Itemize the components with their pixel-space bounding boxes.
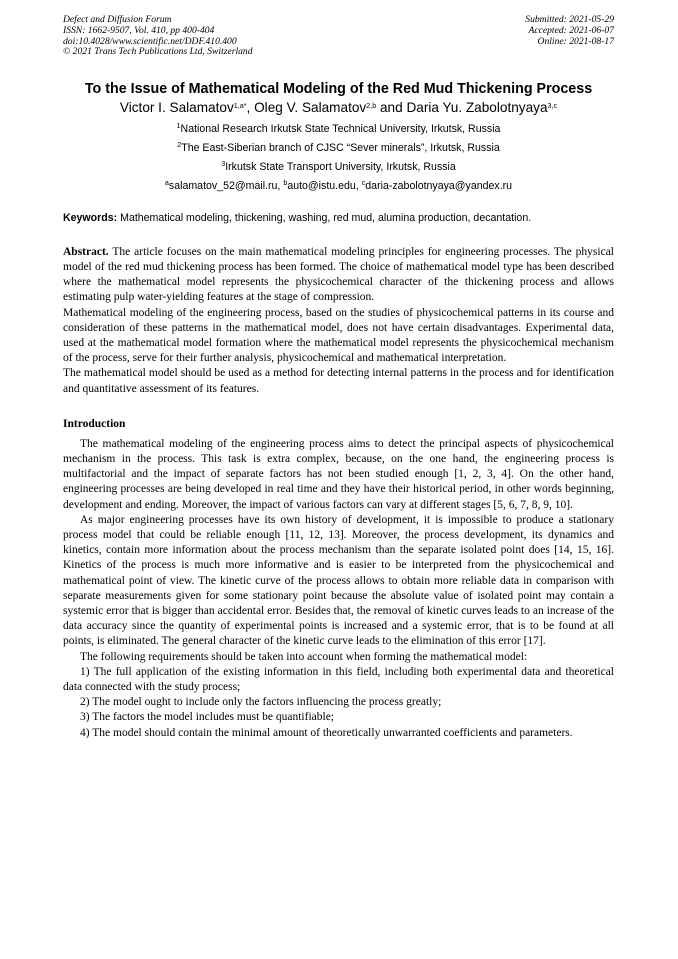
email-separator: , — [277, 180, 284, 193]
abstract-paragraph: The mathematical model should be used as a method for detecting internal patterns in the process and for identification and quantitative assessment of its features. — [63, 367, 614, 395]
requirement-item: 4) The model should contain the minimal amount of theoretically unwarranted coefficients and parameters. — [80, 726, 573, 739]
author-affiliation-mark: 3,c — [547, 101, 558, 111]
affiliation-mark: 3 — [221, 159, 226, 169]
doi-line: doi:10.4028/www.scientific.net/DDF.410.400 — [63, 35, 237, 47]
abstract-label: Abstract. — [63, 245, 109, 258]
email-list — [63, 179, 614, 193]
paper-page — [63, 15, 614, 741]
email-mark: b — [283, 178, 288, 188]
requirement-item: 3) The factors the model includes must be quantifiable; — [80, 711, 334, 724]
body-paragraph: As major engineering processes have its own history of development, it is impossible to produce a stationary process model that could be reliable enough [11, 12, 13]. Moreover, the process development, its dynamics and kinetics, contain more information about the process mechanism than the separate isolated point does [14, 15, 16]. Kinetics of the process is much more informative and is easier to be interpreted from the physicochemical and mathematical point of view. The kinetic curve of the process allows to obtain more reliable data in comparison with separate measurements given for some stationary point because the absolute value of isolated point may contain a systemic error that is bigger than accidental error. Besides that, the removal of kinetic curves leads to an increase of the data accuracy since the quantity of experimental points is increased and a systemic error, that is to be found at all points, is eliminated. The general character of the kinetic curve leads to the elimination of this error [17]. — [63, 513, 614, 648]
affiliation-text: National Research Irkutsk State Technical University, Irkutsk, Russia — [180, 123, 501, 136]
publication-dates — [525, 15, 614, 58]
journal-info — [63, 15, 253, 58]
abstract — [63, 245, 614, 397]
accepted-date: Accepted: 2021-06-07 — [528, 24, 614, 36]
issn-line: ISSN: 1662-9507, Vol. 410, pp 400-404 — [63, 24, 215, 36]
email-mark: a — [164, 178, 169, 188]
email-separator: , — [355, 180, 362, 193]
abstract-paragraph — [63, 245, 614, 306]
paper-title: To the Issue of Mathematical Modeling of the Red Mud Thickening Process — [84, 81, 593, 98]
affiliation — [63, 122, 614, 136]
requirement-item: 2) The model ought to include only the factors influencing the process greatly; — [80, 696, 442, 709]
body-paragraph: The mathematical modeling of the engineering process aims to detect the principal aspects of physicochemical mechanism in the process. This task is extra complex, because, on the one hand, the engineering process is multifactorial and the impact of separate factors has not been studied enough [1, 2, 3, 4]. On the other hand, engineering processes are being developed in real time and they have their historical period, in other words beginning, development and ending. Moreover, the impact of various factors can vary at different stages [5, 6, 7, 8, 9, 10]. — [63, 437, 614, 511]
author-separator: , — [246, 100, 255, 116]
author-affiliation-mark: 2,b — [366, 101, 377, 111]
affiliation-text: The East-Siberian branch of CJSC “Sever minerals”, Irkutsk, Russia — [181, 142, 500, 155]
author-name: Victor I. Salamatov — [119, 100, 234, 116]
affiliation-text: Irkutsk State Transport University, Irkutsk, Russia — [225, 161, 456, 174]
affiliation — [63, 160, 614, 174]
abstract-paragraph: Mathematical modeling of the engineering process, based on the studies of physicochemical patterns in its course and consideration of these patterns in the mathematical model, does not have certain disadvantages. Experimental data, used at the mathematical model formation where the mathematical model represents the physicochemical mechanism of the process, serve for their further analysis, physicochemical and mathematical interpretation. — [63, 306, 614, 365]
author-list — [63, 99, 614, 116]
affiliation — [63, 141, 614, 155]
affiliation-mark: 2 — [177, 140, 182, 150]
online-date: Online: 2021-08-17 — [537, 35, 614, 47]
author-affiliation-mark: 1,a* — [233, 101, 247, 111]
introduction-body — [63, 437, 614, 741]
keywords-label: Keywords: — [63, 212, 118, 225]
email-address[interactable]: salamatov_52@mail.ru — [168, 180, 278, 193]
copyright-line: © 2021 Trans Tech Publications Ltd, Switzerland — [63, 46, 253, 58]
email-mark: c — [361, 178, 366, 188]
author-name: Oleg V. Salamatov — [254, 100, 367, 116]
abstract-text: The article focuses on the main mathematical modeling principles for engineering processes. The physical model of the red mud thickening process has been formed. The choice of mathematical model type has been described where the mathematical model represents the physicochemical character of the thickening process and allows estimating pulp water-yielding features at the stage of compression. — [63, 245, 614, 304]
submitted-date: Submitted: 2021-05-29 — [525, 14, 614, 25]
section-heading-introduction: Introduction — [63, 417, 126, 430]
author-name: Daria Yu. Zabolotnyaya — [406, 100, 548, 116]
keywords-text: Mathematical modeling, thickening, washing, red mud, alumina production, decantation. — [117, 212, 532, 225]
journal-name: Defect and Diffusion Forum — [63, 14, 172, 25]
author-separator: and — [376, 100, 407, 116]
email-address[interactable]: auto@istu.edu — [287, 180, 356, 193]
requirement-item: 1) The full application of the existing information in this field, including both experimental data and theoretical data connected with the study process; — [63, 665, 614, 693]
journal-header — [63, 15, 614, 58]
email-address[interactable]: daria-zabolotnyaya@yandex.ru — [365, 180, 513, 193]
keywords — [63, 212, 614, 226]
affiliation-mark: 1 — [176, 121, 181, 131]
body-paragraph: The following requirements should be taken into account when forming the mathematical model: — [80, 650, 528, 663]
